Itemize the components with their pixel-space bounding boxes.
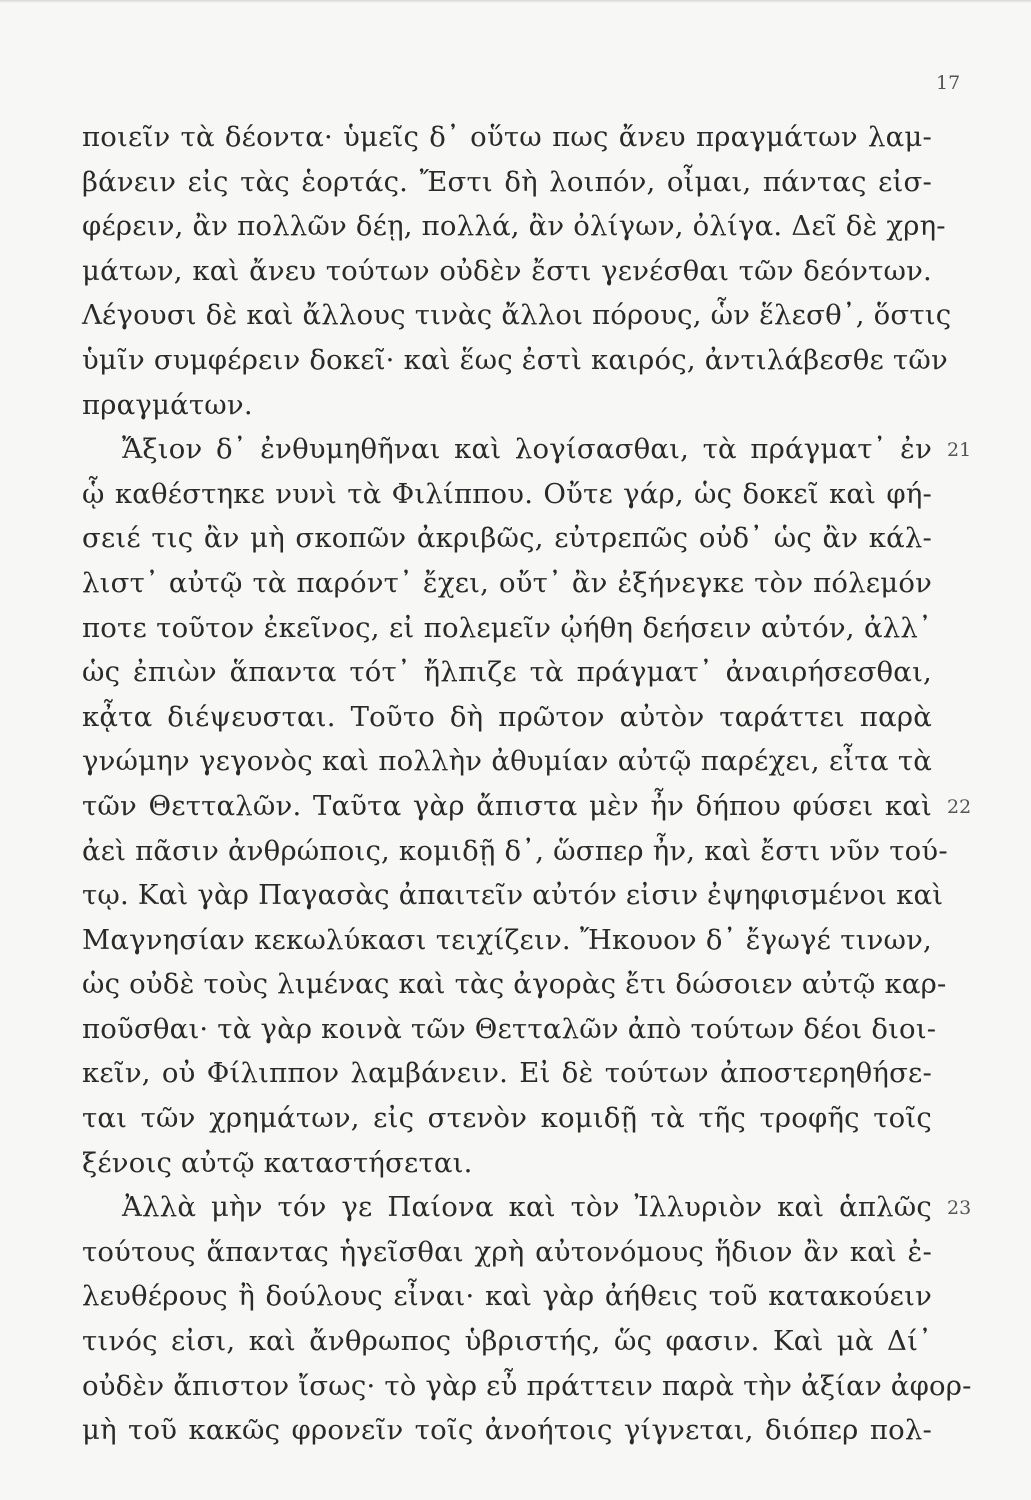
text-line: ποιεῖν τὰ δέοντα· ὑμεῖς δ᾽ οὕτω πως ἄνευ πραγμάτων λαμ- <box>82 121 932 153</box>
text-line: τῳ. Καὶ γὰρ Παγασὰς ἀπαιτεῖν αὐτόν εἰσιν ἐψηφισμένοι καὶ <box>82 879 944 912</box>
text-line: Μαγνησίαν κεκωλύκασι τειχίζειν. Ἤκουον δ᾽ ἔγωγέ τινων, <box>82 923 932 956</box>
text-line: κεῖν, οὐ Φίλιππον λαμβάνειν. Εἰ δὲ τούτων ἀποστερηθήσε- <box>82 1057 932 1090</box>
text-line: ᾧ καθέστηκε νυνὶ τὰ Φιλίππου. Οὔτε γάρ, ὡς δοκεῖ καὶ φή- <box>82 477 932 510</box>
text-line: ποῦσθαι· τὰ γὰρ κοινὰ τῶν Θετταλῶν ἀπὸ τούτων δέοι διοι- <box>82 1012 937 1045</box>
text-line: κᾆτα διέψευσται. Τοῦτο δὴ πρῶτον αὐτὸν ταράττει παρὰ <box>82 700 932 733</box>
text-line: Ἄξιον δ᾽ ἐνθυμηθῆναι καὶ λογίσασθαι, τὰ πράγματ᾽ ἐν <box>122 433 932 466</box>
text-line: γνώμην γεγονὸς καὶ πολλὴν ἀθυμίαν αὐτῷ παρέχει, εἶτα τὰ <box>82 745 932 778</box>
text-line: τούτους ἅπαντας ἡγεῖσθαι χρὴ αὐτονόμους ἥδιον ἂν καὶ ἐ- <box>82 1235 932 1268</box>
text-line: ξένοις αὐτῷ καταστήσεται. <box>82 1146 473 1179</box>
text-line: ὡς ἐπιὼν ἅπαντα τότ᾽ ἤλπιζε τὰ πράγματ᾽ ἀναιρήσεσθαι, <box>82 656 932 689</box>
text-line: λιστ᾽ αὐτῷ τὰ παρόντ᾽ ἔχει, οὔτ᾽ ἂν ἐξήνεγκε τὸν πόλεμόν <box>82 566 932 599</box>
text-line: Λέγουσι δὲ καὶ ἄλλους τινὰς ἄλλοι πόρους, ὧν ἕλεσθ᾽, ὅστις <box>82 299 952 332</box>
text-line: τῶν Θετταλῶν. Ταῦτα γὰρ ἄπιστα μὲν ἦν δήπου φύσει καὶ <box>82 789 932 822</box>
text-line: μὴ τοῦ κακῶς φρονεῖν τοῖς ἀνοήτοις γίγνεται, διόπερ πολ- <box>82 1414 932 1447</box>
text-line: Ἀλλὰ μὴν τόν γε Παίονα καὶ τὸν Ἰλλυριὸν καὶ ἁπλῶς <box>122 1191 932 1224</box>
page-number: 17 <box>936 72 961 94</box>
page-top-edge <box>0 0 1031 3</box>
section-number: 21 <box>947 439 972 462</box>
text-line: ὡς οὐδὲ τοὺς λιμένας καὶ τὰς ἀγορὰς ἔτι δώσοιεν αὐτῷ καρ- <box>82 968 947 1001</box>
text-line: μάτων, καὶ ἄνευ τούτων οὐδὲν ἔστι γενέσθαι τῶν δεόντων. <box>82 254 932 287</box>
text-line: ται τῶν χρημάτων, εἰς στενὸν κομιδῇ τὰ τῆς τροφῆς τοῖς <box>82 1102 932 1135</box>
text-line: ὑμῖν συμφέρειν δοκεῖ· καὶ ἕως ἐστὶ καιρός, ἀντιλάβεσθε τῶν <box>82 343 948 376</box>
text-line: σειέ τις ἂν μὴ σκοπῶν ἀκριβῶς, εὐτρεπῶς οὐδ᾽ ὡς ἂν κάλ- <box>82 522 932 555</box>
text-line: ἀεὶ πᾶσιν ἀνθρώποις, κομιδῇ δ᾽, ὥσπερ ἦν, καὶ ἔστι νῦν τού- <box>82 834 948 867</box>
text-line: ποτε τοῦτον ἐκεῖνος, εἰ πολεμεῖν ᾠήθη δεήσειν αὐτόν, ἀλλ᾽ <box>82 611 932 644</box>
section-number: 23 <box>947 1197 972 1220</box>
text-line: λευθέρους ἢ δούλους εἶναι· καὶ γὰρ ἀήθεις τοῦ κατακούειν <box>82 1280 932 1313</box>
text-line: τινός εἰσι, καὶ ἄνθρωπος ὑβριστής, ὥς φασιν. Καὶ μὰ Δί᾽ <box>82 1325 932 1358</box>
section-number: 22 <box>947 796 972 818</box>
text-line: φέρειν, ἂν πολλῶν δέῃ, πολλά, ἂν ὀλίγων, ὀλίγα. Δεῖ δὲ χρη- <box>82 210 946 243</box>
text-line: βάνειν εἰς τὰς ἑορτάς. Ἔστι δὴ λοιπόν, οἶμαι, πάντας εἰσ- <box>82 165 932 198</box>
text-line: πραγμάτων. <box>82 388 253 421</box>
text-line: οὐδὲν ἄπιστον ἴσως· τὸ γὰρ εὖ πράττειν παρὰ τὴν ἀξίαν ἀφορ- <box>82 1369 972 1402</box>
